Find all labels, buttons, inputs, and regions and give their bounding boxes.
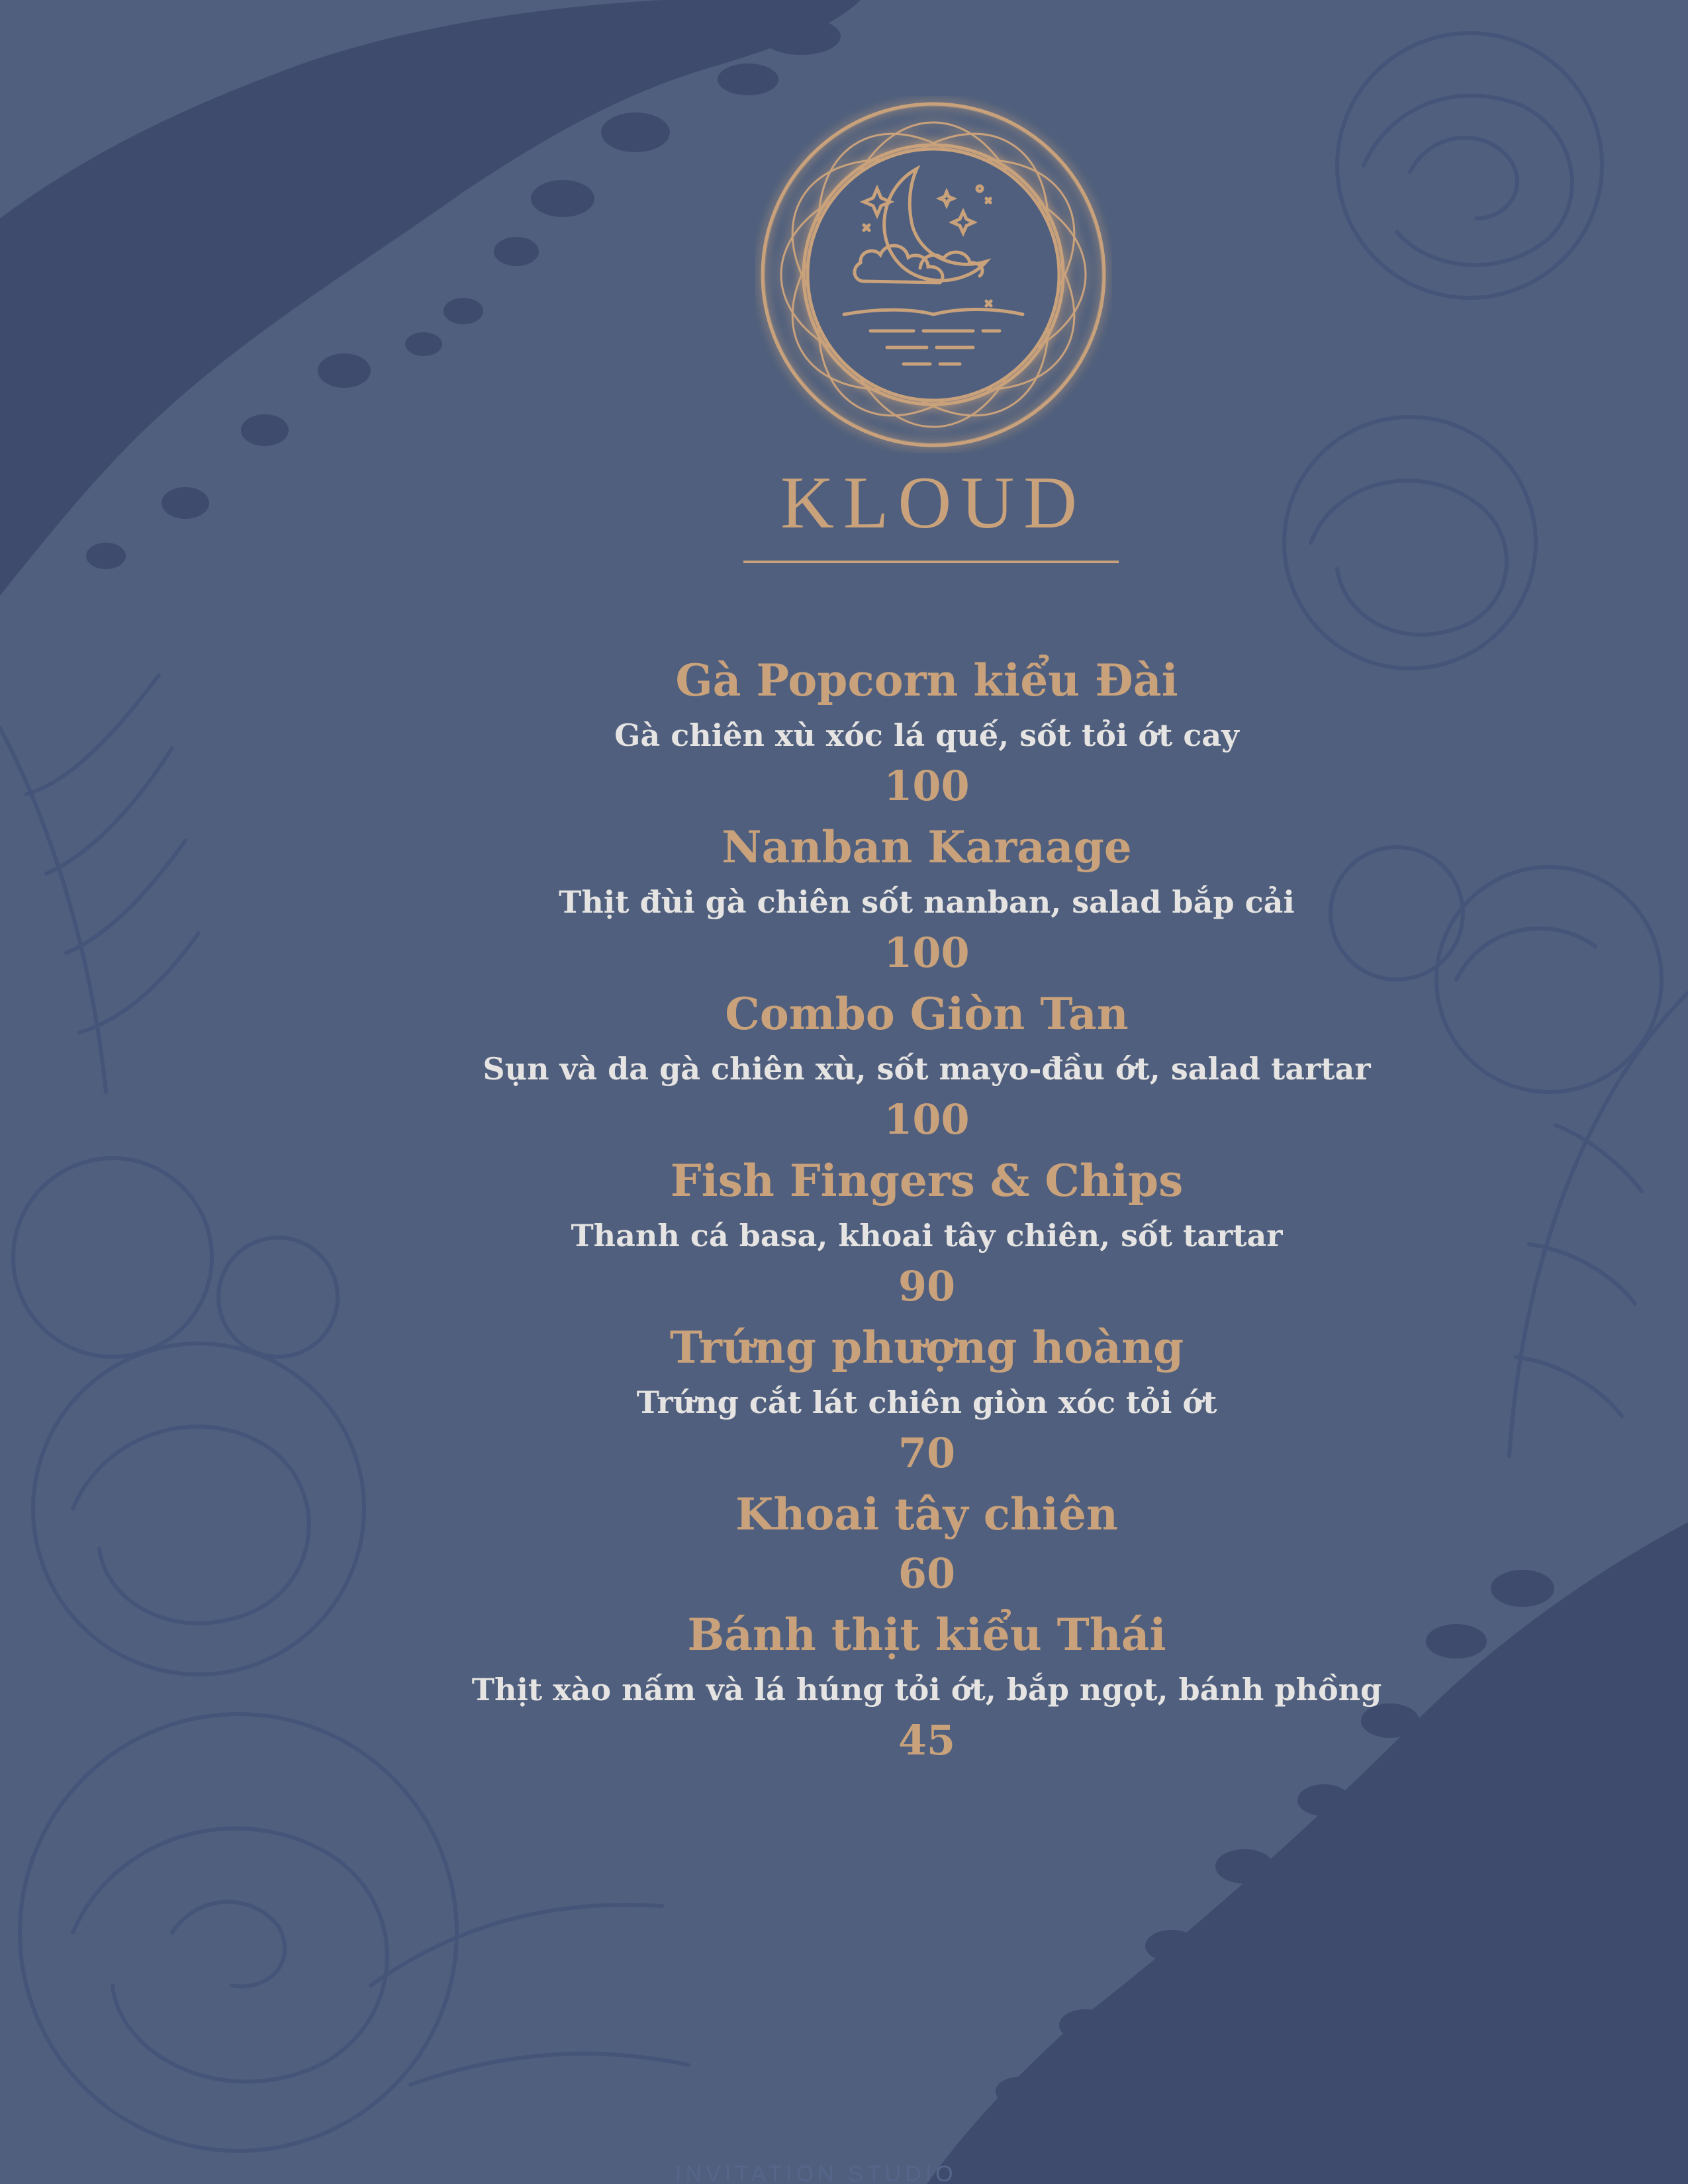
menu-item [397, 1482, 1456, 1602]
menu-list [397, 649, 1456, 1768]
menu-item [397, 1316, 1456, 1481]
menu-item-name: Khoai tây chiên [735, 1488, 1118, 1540]
moon-cloud-emblem-icon [755, 96, 1112, 453]
menu-item-name: Trứng phượng hoàng [669, 1322, 1184, 1373]
menu-item [397, 815, 1456, 981]
menu-item-description: Gà chiên xù xóc lá quế, sốt tỏi ớt cay [614, 717, 1239, 753]
menu-item-price: 100 [884, 929, 970, 977]
menu-item-name: Fish Fingers & Chips [670, 1155, 1184, 1206]
menu-item-price: 45 [898, 1716, 956, 1764]
svg-text:INVITATION STUDIO: INVITATION STUDIO [675, 2161, 957, 2184]
brand-divider [743, 561, 1119, 563]
menu-item [397, 982, 1456, 1148]
menu-item-price: 100 [884, 1095, 970, 1144]
menu-item [397, 1603, 1456, 1768]
brand-name: KLOUD [780, 462, 1086, 544]
menu-item-name: Bánh thịt kiểu Thái [687, 1609, 1166, 1661]
menu-item-name: Gà Popcorn kiểu Đài [675, 655, 1178, 706]
menu-item-description: Thịt xào nấm và lá húng tỏi ớt, bắp ngọt, bánh phồng [471, 1672, 1382, 1707]
menu-item-description: Trứng cắt lát chiên giòn xóc tỏi ớt [636, 1385, 1217, 1420]
menu-item-price: 60 [898, 1549, 956, 1598]
menu-item-price: 100 [884, 762, 970, 810]
menu-item-name: Nanban Karaage [722, 821, 1132, 873]
menu-item [397, 649, 1456, 814]
menu-item [397, 1149, 1456, 1314]
menu-item-description: Thịt đùi gà chiên sốt nanban, salad bắp cải [559, 884, 1295, 920]
menu-item-price: 90 [898, 1262, 956, 1310]
menu-item-name: Combo Giòn Tan [725, 988, 1129, 1040]
menu-item-price: 70 [898, 1429, 956, 1477]
menu-item-description: Sụn và da gà chiên xù, sốt mayo-đầu ớt, salad tartar [483, 1051, 1371, 1087]
menu-item-description: Thanh cá basa, khoai tây chiên, sốt tartar [571, 1218, 1283, 1253]
